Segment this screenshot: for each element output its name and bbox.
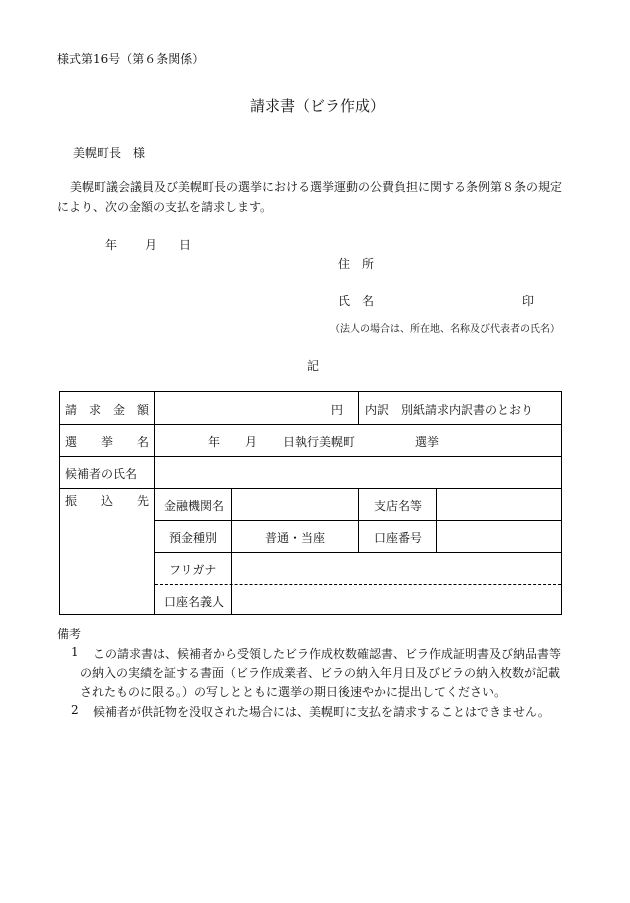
election-held: 日執行美幌町: [283, 435, 356, 449]
furigana-label: フリガナ: [169, 563, 217, 577]
election-label: 選 挙 名: [65, 435, 150, 449]
deposit-type-label: 預金種別: [169, 531, 218, 545]
note-2-line-1: 候補者が供託物を没収された場合には、美幌町に支払を請求することはできません。: [93, 705, 550, 719]
yen-unit: 円: [331, 403, 344, 417]
corporate-note: （法人の場合は、所在地、名称及び代表者の氏名）: [330, 324, 560, 335]
form-number: 様式第16号（第６条関係）: [57, 52, 205, 66]
note-1-line-1: この請求書は、候補者から受領したビラ作成枚数確認書、ビラ作成証明書及び納品書等: [93, 647, 562, 661]
election-month: 月: [245, 435, 258, 449]
date-year: 年: [105, 238, 118, 252]
branch-label: 支店名等: [374, 499, 423, 513]
notes-heading: 備考: [57, 627, 82, 641]
addressee: 美幌町長 様: [73, 146, 146, 160]
body-line-1: 美幌町議会議員及び美幌町長の選挙における選挙運動の公費負担に関する条例第８条の規定: [70, 180, 563, 194]
bank-label: 金融機関名: [164, 499, 225, 513]
date-day: 日: [179, 238, 192, 252]
ki-mark: 記: [307, 359, 320, 373]
note-2-number: 2: [71, 703, 79, 717]
date-month: 月: [145, 238, 158, 252]
account-number-label: 口座番号: [374, 531, 423, 545]
name-label: 氏 名: [338, 294, 375, 308]
breakdown-note: 内訳 別紙請求内訳書のとおり: [365, 403, 534, 417]
seal-mark: 印: [522, 294, 535, 308]
candidate-label: 候補者の氏名: [65, 467, 138, 481]
election-suffix: 選挙: [415, 435, 440, 449]
claim-table: [59, 391, 562, 615]
election-year: 年: [208, 435, 221, 449]
body-line-2: により、次の金額の支払を請求します。: [57, 200, 273, 214]
transfer-label: 振 込 先: [65, 494, 150, 508]
amount-label: 請 求 金 額: [65, 403, 150, 417]
address-label: 住 所: [338, 257, 375, 271]
deposit-type-value: 普通・当座: [265, 531, 326, 545]
page-title: 請求書（ビラ作成）: [250, 97, 386, 115]
note-1-line-2: の納入の実績を証する書面（ビラ作成業者、ビラの納入年月日及びビラの納入枚数が記載: [80, 666, 561, 680]
note-1-number: 1: [71, 645, 79, 659]
account-holder-label: 口座名義人: [164, 595, 225, 609]
note-1-line-3: されたものに限る。）の写しとともに選挙の期日後速やかに提出してください。: [80, 685, 507, 699]
